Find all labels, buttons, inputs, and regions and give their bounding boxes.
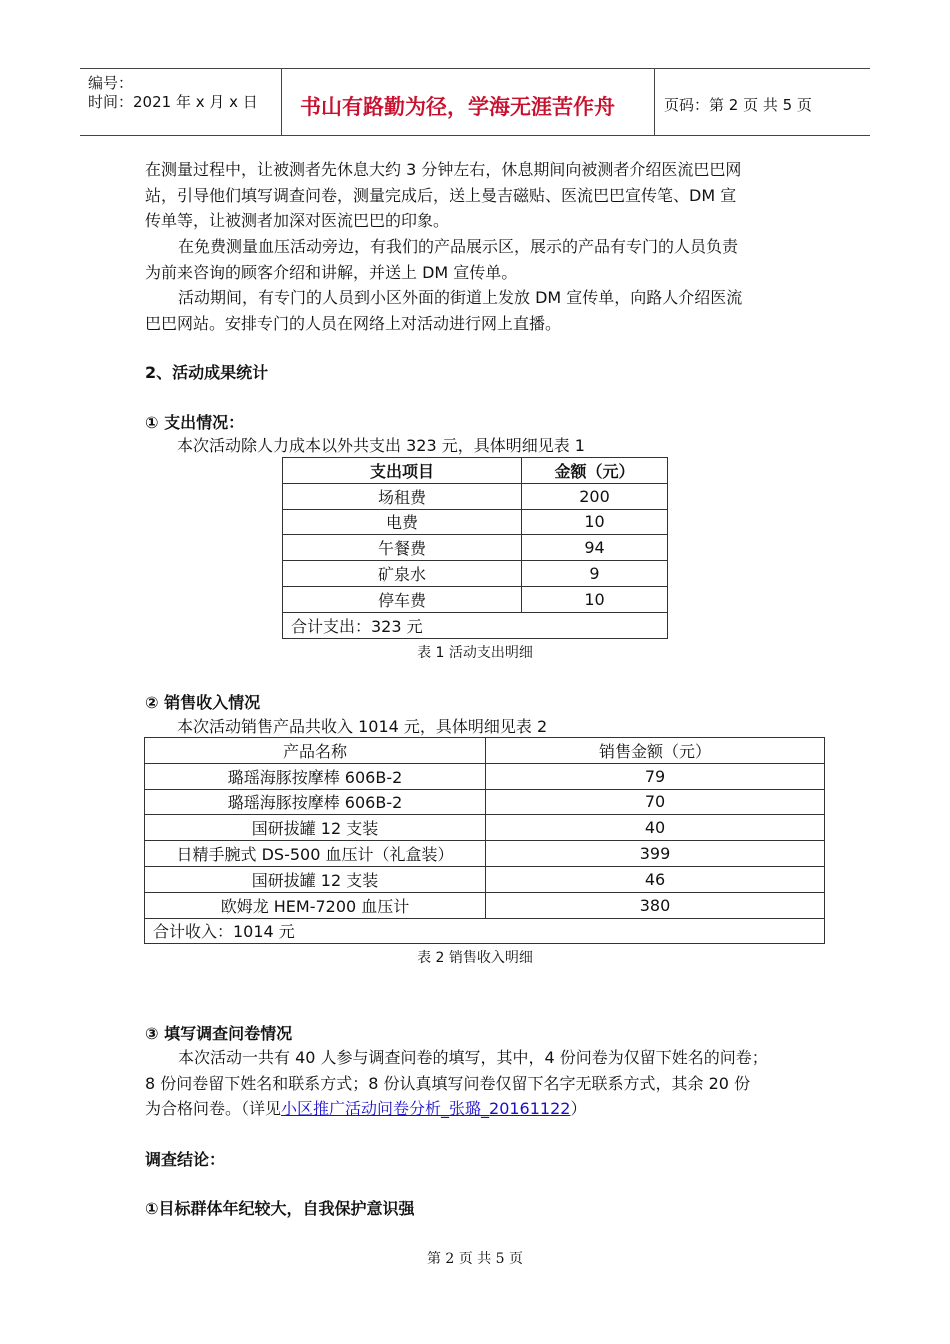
survey-heading: ③ 填写调查问卷情况 [145,1024,293,1043]
expense-amount: 10 [522,586,668,612]
sales-summary: 本次活动销售产品共收入 1014 元，具体明细见表 2 [177,717,548,736]
expense-caption: 表 1 活动支出明细 [417,645,533,661]
conclusion-heading: 调查结论： [145,1150,226,1169]
sales-table-header [145,738,825,764]
expense-item: 场租费 [283,483,522,509]
sales-amount: 70 [486,789,825,815]
survey-line2: 8 份问卷留下姓名和联系方式；8 份认真填写问卷仅留下名字无联系方式，其余 20 份 [145,1073,751,1093]
survey-analysis-link[interactable]: 小区推广活动问卷分析_张璐_20161122 [281,1099,571,1118]
table-row [145,892,825,918]
expense-summary: 本次活动除人力成本以外共支出 323 元，具体明细见表 1 [177,436,585,455]
section2-title: 2、活动成果统计 [145,363,269,382]
intro-p1-line2: 站，引导他们填写调查问卷，测量完成后，送上曼吉磁贴、医流巴巴宣传笔、DM 宣 [145,185,737,205]
sales-total-row [145,918,825,944]
header-divider-right [654,68,655,136]
expense-table [282,457,668,639]
expense-col-amount: 金额（元） [522,458,668,484]
table-row [283,535,668,561]
expense-heading: ① 支出情况： [145,413,245,432]
intro-paragraph-1 [145,157,815,234]
sales-product: 璐瑶海豚按摩棒 606B-2 [145,789,486,815]
sales-col-product: 产品名称 [145,738,486,764]
survey-line3-post: ） [570,1099,587,1118]
intro-paragraph-2 [145,234,815,285]
sales-product: 国研拔罐 12 支装 [145,866,486,892]
intro-p3-line1: 活动期间，有专门的人员到小区外面的街道上发放 DM 宣传单，向路人介绍医流 [178,288,743,307]
header-page-label: 页码：第 2 页 共 5 页 [664,96,812,114]
expense-item: 停车费 [283,586,522,612]
intro-paragraph-3 [145,285,815,336]
sales-amount: 380 [486,892,825,918]
survey-line3-pre: 为合格问卷。（详见 [145,1099,282,1118]
sales-product: 国研拔罐 12 支装 [145,815,486,841]
expense-item: 午餐费 [283,535,522,561]
sales-col-amount: 销售金额（元） [486,738,825,764]
expense-item: 矿泉水 [283,561,522,587]
intro-p3-line2: 巴巴网站。安排专门的人员在网络上对活动进行网上直播。 [145,313,562,333]
page-footer: 第 2 页 共 5 页 [426,1251,524,1267]
table-row [283,586,668,612]
header-bottom-border [80,135,870,136]
sales-product: 欧姆龙 HEM-7200 血压计 [145,892,486,918]
survey-paragraph [145,1045,815,1122]
table-row [145,866,825,892]
sales-amount: 399 [486,841,825,867]
table-row [283,483,668,509]
expense-amount: 10 [522,509,668,535]
sales-product: 日精手腕式 DS-500 血压计（礼盒装） [145,841,486,867]
intro-p2-line1: 在免费测量血压活动旁边，有我们的产品展示区，展示的产品有专门的人员负责 [178,237,739,256]
expense-item: 电费 [283,509,522,535]
intro-p1-line3: 传单等，让被测者加深对医流巴巴的印象。 [145,211,450,230]
intro-p2-line2: 为前来咨询的顾客介绍和讲解，并送上 DM 宣传单。 [145,262,518,282]
expense-amount: 200 [522,483,668,509]
sales-amount: 79 [486,763,825,789]
table-row [145,815,825,841]
header-number-label: 编号： [88,74,134,92]
survey-line1: 本次活动一共有 40 人参与调查问卷的填写，其中，4 份问卷为仅留下姓名的问卷； [178,1048,768,1067]
sales-caption: 表 2 销售收入明细 [417,950,533,966]
sales-amount: 40 [486,815,825,841]
header-slogan: 书山有路勤为径，学海无涯苦作舟 [300,94,615,119]
sales-product: 璐瑶海豚按摩棒 606B-2 [145,763,486,789]
survey-line3 [145,1096,815,1122]
sales-table [144,737,825,944]
expense-total: 合计支出：323 元 [283,612,668,638]
conclusion-point1: ①目标群体年纪较大，自我保护意识强 [145,1199,415,1218]
expense-amount: 94 [522,535,668,561]
expense-table-header [283,458,668,484]
expense-col-item: 支出项目 [283,458,522,484]
header-top-border [80,68,870,69]
expense-total-row [283,612,668,638]
sales-amount: 46 [486,866,825,892]
table-row [145,763,825,789]
intro-p1-line1: 在测量过程中，让被测者先休息大约 3 分钟左右，休息期间向被测者介绍医流巴巴网 [145,160,742,179]
expense-amount: 9 [522,561,668,587]
sales-heading: ② 销售收入情况 [145,693,261,712]
table-row [145,789,825,815]
table-row [145,841,825,867]
table-row [283,561,668,587]
header-time-label: 时间：2021 年 x 月 x 日 [88,93,258,111]
header-divider-left [281,68,282,136]
table-row [283,509,668,535]
sales-total: 合计收入：1014 元 [145,918,825,944]
